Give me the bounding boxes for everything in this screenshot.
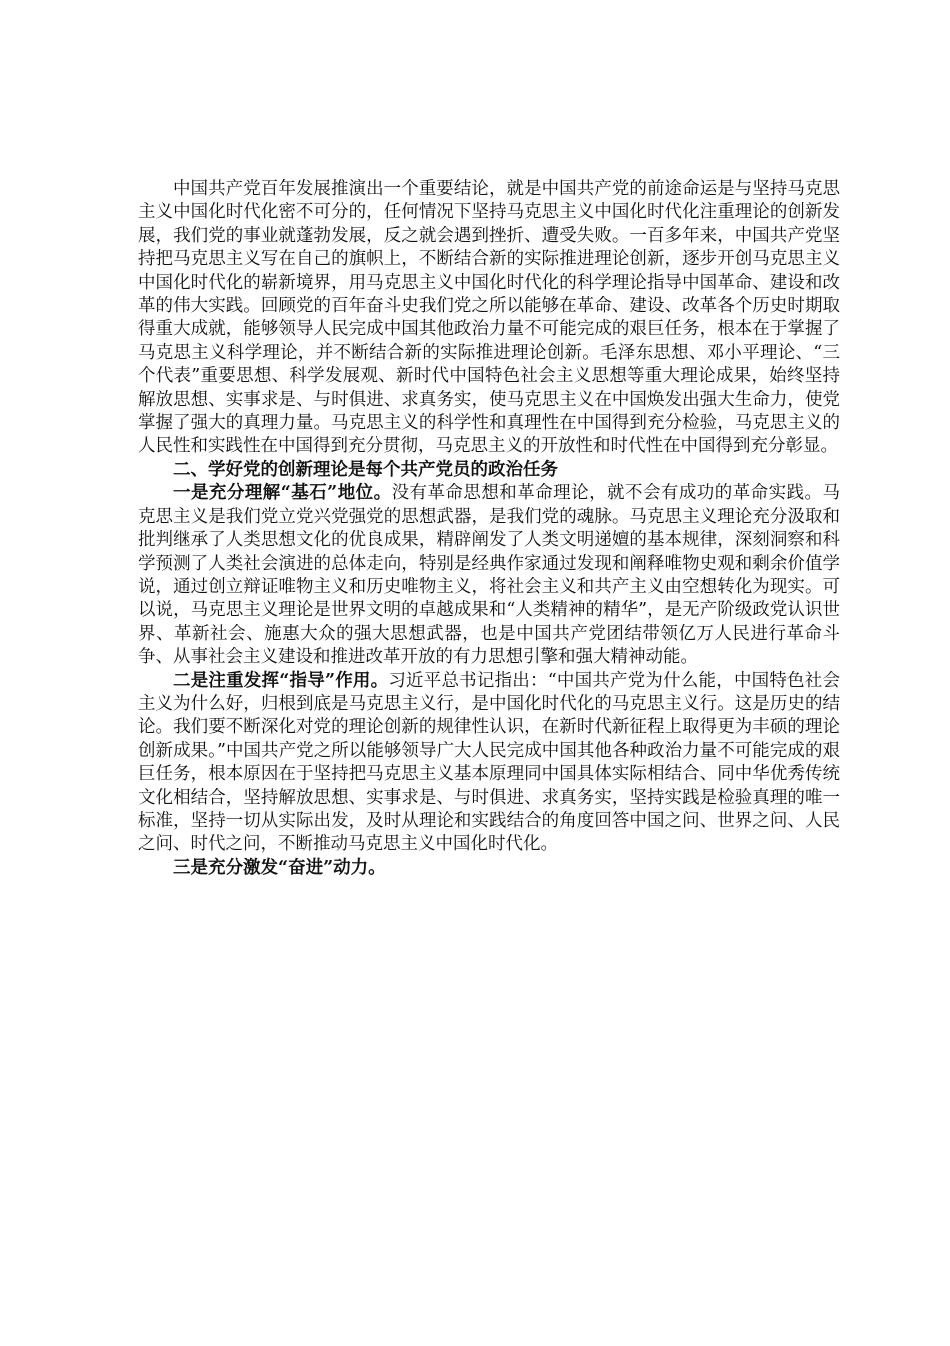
point-1-lead: 一是充分理解“基石”地位。 bbox=[173, 483, 392, 504]
paragraph-1: 中国共产党百年发展推演出一个重要结论，就是中国共产党的前途命运是与坚持马克思主义中国化时代化密不可分的，任何情况下坚持马克思主义中国化时代化注重理论的创新发展，我们党的事业就蓬勃发展，反之就会遇到挫折、遭受失败。一百多年来，中国共产党坚持把马克思主义写在自己的旗帜上，不断结合新的实际推进理论创新，逐步开创马克思主义中国化时代化的崭新境界，用马克思主义中国化时代化的科学理论指导中国革命、建设和改革的伟大实践。回顾党的百年奋斗史我们党之所以能够在革命、建设、改革各个历史时期取得重大成就，能够领导人民完成中国其他政治力量不可能完成的艰巨任务，根本在于掌握了马克思主义科学理论，并不断结合新的实际推进理论创新。毛泽东思想、邓小平理论、“三个代表”重要思想、科学发展观、新时代中国特色社会主义思想等重大理论成果，始终坚持解放思想、实事求是、与时俱进、求真务实，使马克思主义在中国焕发出强大生命力，使党掌握了强大的真理力量。马克思主义的科学性和真理性在中国得到充分检验，马克思主义的人民性和实践性在中国得到充分贯彻，马克思主义的开放性和时代性在中国得到充分彰显。 bbox=[138, 179, 840, 457]
point-2-lead: 二是注重发挥“指导”作用。 bbox=[173, 670, 389, 691]
point-2-paragraph bbox=[138, 670, 840, 857]
point-3-paragraph bbox=[138, 857, 840, 880]
document-body bbox=[138, 178, 840, 880]
point-2-body: 习近平总书记指出：“中国共产党为什么能，中国特色社会主义为什么好，归根到底是马克思主义行，是中国化时代化的马克思主义行。这是历史的结论。我们要不断深化对党的理论创新的规律性认识，在新时代新征程上取得更为丰硕的理论创新成果。”中国共产党之所以能够领导广大人民完成中国其他各种政治力量不可能完成的艰巨任务，根本原因在于坚持把马克思主义基本原理同中国具体实际相结合、同中华优秀传统文化相结合，坚持解放思想、实事求是、与时俱进、求真务实，坚持实践是检验真理的唯一标准，坚持一切从实际出发，及时从理论和实践结合的角度回答中国之问、世界之问、人民之问、时代之问，不断推动马克思主义中国化时代化。 bbox=[138, 670, 840, 855]
point-1-paragraph bbox=[138, 482, 840, 669]
point-1-body: 没有革命思想和革命理论，就不会有成功的革命实践。马克思主义是我们党立党兴党强党的思想武器，是我们党的魂脉。马克思主义理论充分汲取和批判继承了人类思想文化的优良成果，精辟阐发了人类文明递嬗的基本规律，深刻洞察和科学预测了人类社会演进的总体走向，特别是经典作家通过发现和阐释唯物史观和剩余价值学说，通过创立辩证唯物主义和历史唯物主义，将社会主义和共产主义由空想转化为现实。可以说，马克思主义理论是世界文明的卓越成果和“人类精神的精华”，是无产阶级政党认识世界、革新社会、施惠大众的强大思想武器，也是中国共产党团结带领亿万人民进行革命斗争、从事社会主义建设和推进改革开放的有力思想引擎和强大精神动能。 bbox=[138, 483, 840, 668]
point-3-lead: 三是充分激发“奋进”动力。 bbox=[173, 857, 386, 878]
section-heading-2: 二、学好党的创新理论是每个共产党员的政治任务 bbox=[173, 459, 558, 480]
